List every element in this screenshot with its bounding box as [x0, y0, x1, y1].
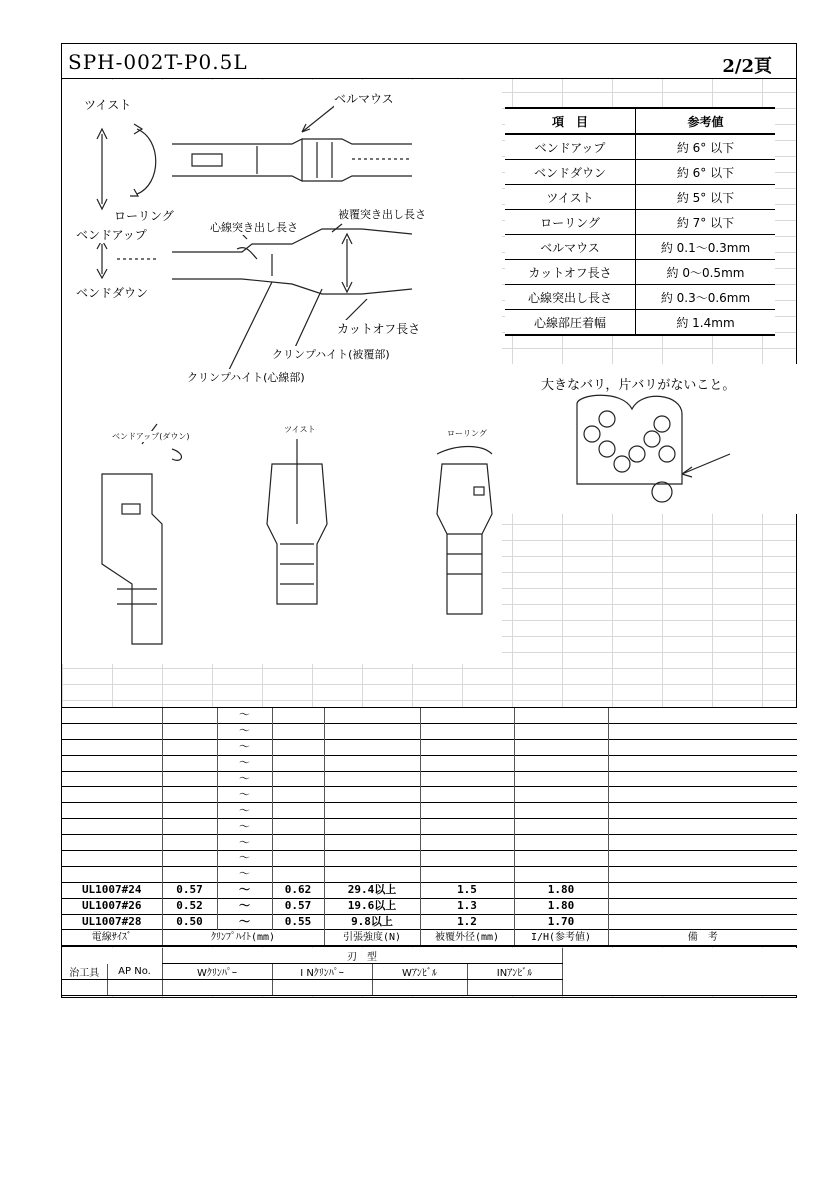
cell — [272, 819, 324, 835]
range-tilde: ～ — [217, 866, 272, 882]
cell — [324, 866, 420, 882]
cell — [608, 819, 797, 835]
crimp-height-min: 0.52 — [162, 898, 217, 914]
table-row — [62, 771, 797, 787]
item-value: 約 7° 以下 — [636, 210, 776, 235]
cell — [62, 803, 162, 819]
range-tilde: ～ — [217, 803, 272, 819]
table-row — [62, 803, 797, 819]
cell — [162, 819, 217, 835]
remarks — [608, 882, 797, 898]
header-remarks: 備 考 — [608, 930, 797, 946]
cell — [324, 851, 420, 867]
cell — [514, 787, 608, 803]
item-name: ツイスト — [505, 185, 636, 210]
cell — [608, 835, 797, 851]
cell — [562, 980, 797, 996]
cell — [420, 708, 514, 724]
range-tilde: ～ — [217, 708, 272, 724]
burr-note: 大きなバリ，片バリがないこと。 — [541, 374, 735, 393]
header-in-anvil: INｱﾝﾋﾞﾙ — [467, 964, 562, 980]
table-row — [505, 285, 775, 310]
wire-size: UL1007#26 — [62, 898, 162, 914]
range-tilde: ～ — [217, 787, 272, 803]
cell — [62, 723, 162, 739]
cell — [272, 771, 324, 787]
table-row — [62, 914, 797, 930]
cell — [272, 723, 324, 739]
item-name: ローリング — [505, 210, 636, 235]
range-tilde: ～ — [217, 851, 272, 867]
cell — [420, 723, 514, 739]
label-bend-up: ベンドアップ — [76, 228, 147, 242]
range-tilde: ～ — [217, 739, 272, 755]
item-value: 約 1.4mm — [636, 310, 776, 336]
cell — [62, 980, 107, 996]
range-tilde: ～ — [217, 882, 272, 898]
tensile-strength: 9.8以上 — [324, 914, 420, 930]
drawing-sheet — [61, 43, 797, 998]
table-row — [62, 851, 797, 867]
remarks — [608, 898, 797, 914]
table-row — [62, 819, 797, 835]
cell — [272, 980, 372, 996]
document-title: SPH-002T-P0.5L — [68, 50, 248, 74]
table-row — [505, 185, 775, 210]
range-tilde: ～ — [217, 898, 272, 914]
cell — [420, 739, 514, 755]
cell — [272, 835, 324, 851]
cell — [608, 739, 797, 755]
range-tilde: ～ — [217, 771, 272, 787]
label-crimp-height-insulation: クリンプハイト(被覆部) — [272, 348, 390, 361]
tool-empty-row — [62, 980, 797, 996]
cell — [62, 819, 162, 835]
reference-value-table — [505, 107, 775, 336]
cell — [420, 771, 514, 787]
cell — [107, 980, 162, 996]
cell — [272, 803, 324, 819]
label-cutoff: カットオフ長さ — [337, 322, 421, 336]
range-tilde: ～ — [217, 835, 272, 851]
item-value: 約 6° 以下 — [636, 160, 776, 185]
ih-reference: 1.70 — [514, 914, 608, 930]
item-value: 約 0.1～0.3mm — [636, 235, 776, 260]
cell — [324, 787, 420, 803]
cell — [514, 755, 608, 771]
label-insulation-protrusion: 被覆突き出し長さ — [338, 208, 426, 221]
cell — [162, 723, 217, 739]
header-in-crimper: I Nｸﾘﾝﾊﾟｰ — [272, 964, 372, 980]
table-row — [62, 882, 797, 898]
cell — [420, 803, 514, 819]
cell — [62, 755, 162, 771]
cell — [420, 755, 514, 771]
header-ap-no: AP No. — [107, 964, 162, 980]
cell — [62, 835, 162, 851]
header-tensile-strength: 引張強度(N) — [324, 930, 420, 946]
header-ih-reference: I/H(参考値) — [514, 930, 608, 946]
range-tilde: ～ — [217, 723, 272, 739]
cell — [420, 819, 514, 835]
cell — [324, 803, 420, 819]
cell — [62, 787, 162, 803]
cell — [514, 851, 608, 867]
cell — [62, 851, 162, 867]
item-name: 心線突出し長さ — [505, 285, 636, 310]
cell — [420, 787, 514, 803]
cell — [608, 866, 797, 882]
cell — [162, 771, 217, 787]
cell — [62, 739, 162, 755]
cell — [162, 835, 217, 851]
insulation-diameter: 1.3 — [420, 898, 514, 914]
cell — [162, 866, 217, 882]
crimp-height-min: 0.50 — [162, 914, 217, 930]
label-small-bend: ベンドアップ(ダウン) — [112, 432, 190, 441]
cell — [608, 787, 797, 803]
table-row — [62, 755, 797, 771]
cell — [514, 708, 608, 724]
cell — [272, 755, 324, 771]
cell — [514, 739, 608, 755]
cell — [272, 851, 324, 867]
cell — [162, 980, 272, 996]
tool-blank-right — [562, 964, 797, 980]
table-row — [62, 866, 797, 882]
table-row — [62, 708, 797, 724]
cell — [514, 803, 608, 819]
cell — [162, 739, 217, 755]
header-w-crimper: Wｸﾘﾝﾊﾟｰ — [162, 964, 272, 980]
cell — [514, 819, 608, 835]
table-row — [62, 723, 797, 739]
table-row — [505, 310, 775, 336]
table-row — [505, 160, 775, 185]
cell — [272, 739, 324, 755]
header-wire-size: 電線ｻｲｽﾞ — [62, 930, 162, 946]
crimp-height-max: 0.57 — [272, 898, 324, 914]
cell — [420, 866, 514, 882]
label-bend-down: ベンドダウン — [76, 286, 149, 300]
cell — [420, 851, 514, 867]
cell — [608, 755, 797, 771]
cell — [514, 835, 608, 851]
tool-header-row — [62, 964, 797, 980]
crimp-height-min: 0.57 — [162, 882, 217, 898]
tensile-strength: 19.6以上 — [324, 898, 420, 914]
header-item: 項 目 — [505, 108, 636, 134]
cell — [272, 787, 324, 803]
label-twist: ツイスト — [84, 98, 132, 112]
wire-size: UL1007#24 — [62, 882, 162, 898]
table-row — [505, 235, 775, 260]
cell — [608, 851, 797, 867]
cell — [272, 866, 324, 882]
item-name: 心線部圧着幅 — [505, 310, 636, 336]
cell — [608, 723, 797, 739]
cell — [162, 803, 217, 819]
cell — [514, 866, 608, 882]
header-insulation-diameter: 被覆外径(mm) — [420, 930, 514, 946]
table-row — [505, 210, 775, 235]
cell — [324, 739, 420, 755]
cell — [162, 755, 217, 771]
header-w-anvil: Wｱﾝﾋﾞﾙ — [372, 964, 467, 980]
spec-header-row — [62, 930, 797, 946]
cell — [372, 980, 467, 996]
page-number: 2/2頁 — [722, 56, 772, 77]
table-row — [62, 739, 797, 755]
item-name: ベンドダウン — [505, 160, 636, 185]
table-row — [505, 260, 775, 285]
reference-header-row — [505, 108, 775, 134]
tool-blank — [62, 948, 162, 964]
label-small-rolling: ローリング — [447, 429, 487, 438]
crimp-height-max: 0.55 — [272, 914, 324, 930]
header-reference-value: 参考値 — [636, 108, 776, 134]
insulation-diameter: 1.2 — [420, 914, 514, 930]
item-name: ベンドアップ — [505, 134, 636, 160]
tensile-strength: 29.4以上 — [324, 882, 420, 898]
table-row — [505, 134, 775, 160]
item-value: 約 0～0.5mm — [636, 260, 776, 285]
cell — [608, 771, 797, 787]
item-value: 約 5° 以下 — [636, 185, 776, 210]
die-row — [62, 948, 797, 964]
table-row — [62, 835, 797, 851]
die-label: 刃 型 — [162, 948, 562, 964]
range-tilde: ～ — [217, 914, 272, 930]
cell — [608, 708, 797, 724]
tool-blank-right — [562, 948, 797, 964]
crimp-height-max: 0.62 — [272, 882, 324, 898]
cell — [272, 708, 324, 724]
item-value: 約 6° 以下 — [636, 134, 776, 160]
table-row — [62, 898, 797, 914]
cell — [514, 723, 608, 739]
header-crimp-height: ｸﾘﾝﾌﾟﾊｲﾄ(mm) — [162, 930, 324, 946]
ih-reference: 1.80 — [514, 898, 608, 914]
label-core-protrusion: 心線突き出し長さ — [210, 221, 298, 234]
cell — [162, 708, 217, 724]
item-name: カットオフ長さ — [505, 260, 636, 285]
cell — [324, 771, 420, 787]
cell — [324, 835, 420, 851]
header-jig: 治工具 — [62, 964, 107, 980]
range-tilde: ～ — [217, 755, 272, 771]
wire-size: UL1007#28 — [62, 914, 162, 930]
remarks — [608, 914, 797, 930]
cell — [467, 980, 562, 996]
cell — [62, 866, 162, 882]
cell — [324, 819, 420, 835]
range-tilde: ～ — [217, 819, 272, 835]
tooling-table — [62, 948, 797, 996]
cell — [608, 803, 797, 819]
cell — [420, 835, 514, 851]
cell — [62, 708, 162, 724]
label-small-twist: ツイスト — [284, 425, 316, 434]
cell — [162, 851, 217, 867]
label-bellmouth: ベルマウス — [334, 92, 394, 106]
cell — [62, 771, 162, 787]
cell — [324, 708, 420, 724]
crimp-spec-table — [62, 707, 797, 947]
item-value: 約 0.3～0.6mm — [636, 285, 776, 310]
label-rolling: ローリング — [114, 209, 174, 223]
cell — [514, 771, 608, 787]
label-crimp-height-core: クリンプハイト(心線部) — [187, 371, 305, 384]
ih-reference: 1.80 — [514, 882, 608, 898]
cell — [324, 723, 420, 739]
table-row — [62, 787, 797, 803]
insulation-diameter: 1.5 — [420, 882, 514, 898]
item-name: ベルマウス — [505, 235, 636, 260]
cell — [162, 787, 217, 803]
cell — [324, 755, 420, 771]
